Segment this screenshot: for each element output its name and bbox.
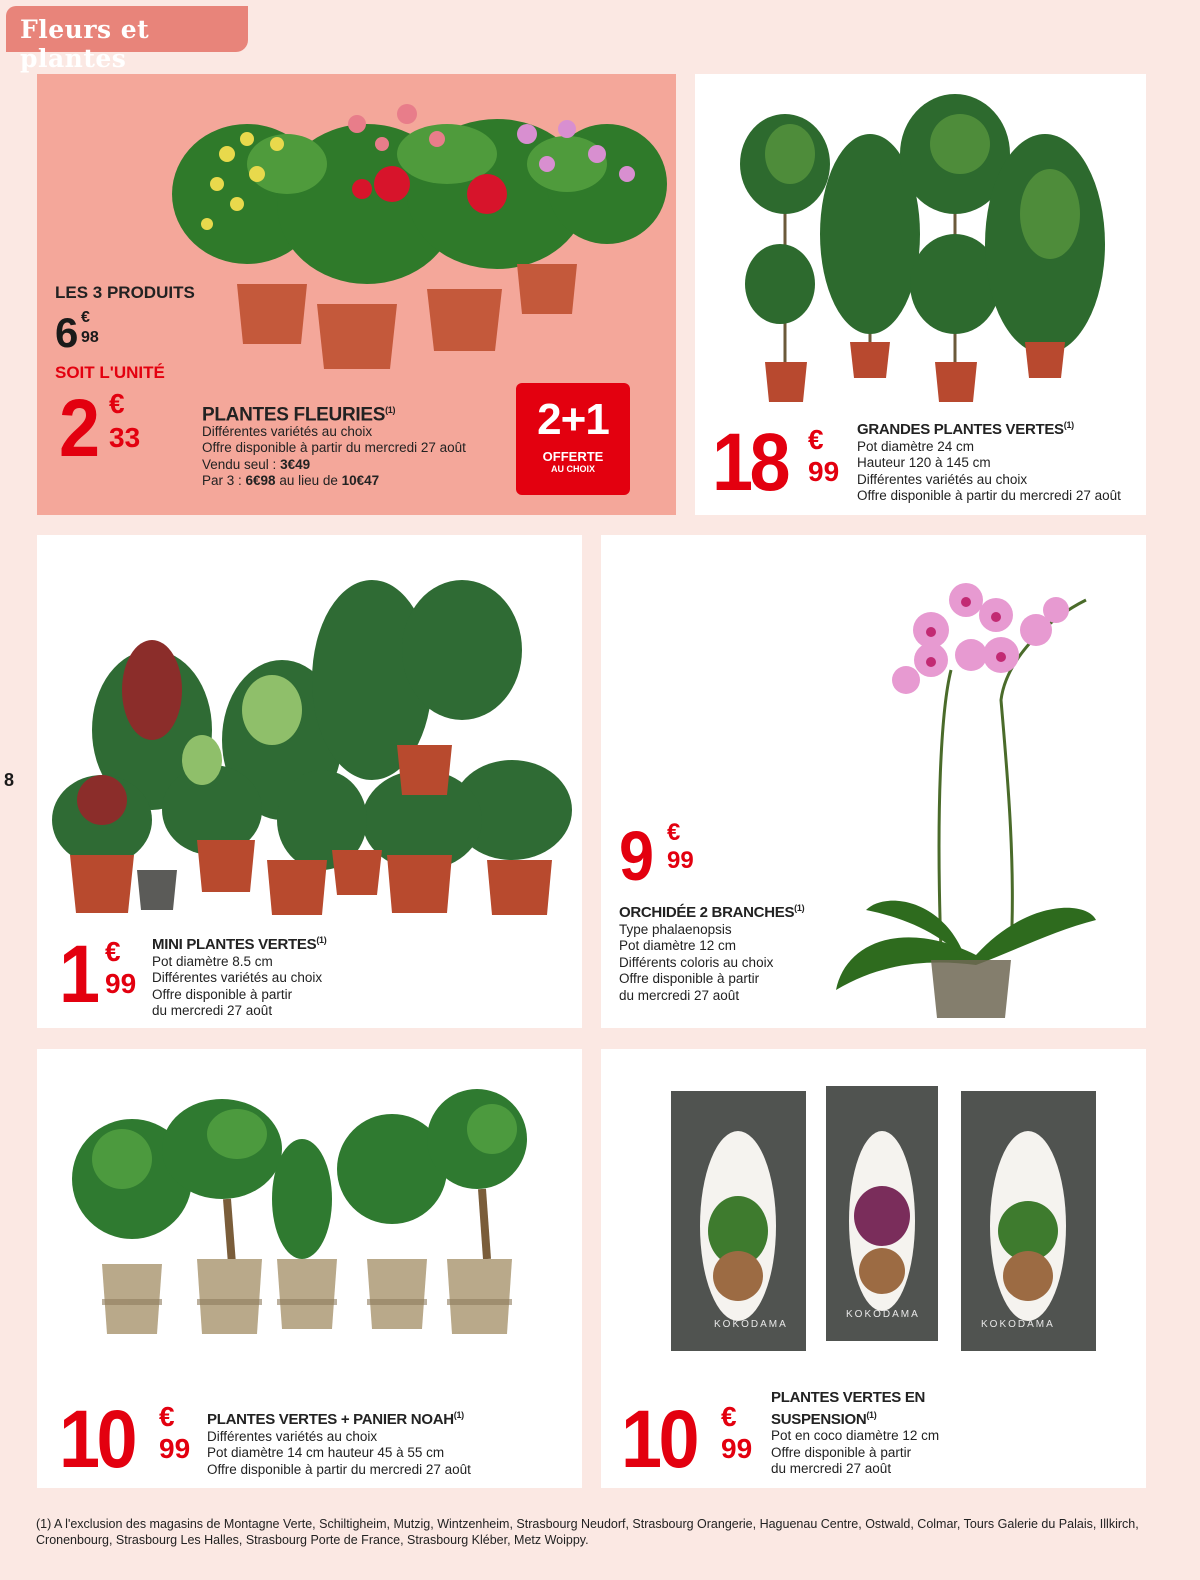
suspension-details [771,1390,939,1478]
title-text: PLANTES VERTES + PANIER NOAH [207,1411,454,1428]
orchidee-price [619,817,694,895]
card-mini-plantes[interactable] [37,535,582,1028]
unit-price-dec: 33 [109,422,141,453]
title-text: PLANTES FLEURIES [202,404,386,426]
price-cur: € [105,936,121,967]
lot-price-dec: 98 [81,329,99,346]
detail-line: Différents coloris au choix [619,954,774,970]
price-dec: 99 [667,847,694,874]
lot-price-cur: € [81,309,90,326]
footnote-ref: (1) [316,935,327,945]
detail-line: du mercredi 27 août [619,987,740,1003]
suspension-price [621,1394,753,1485]
detail-line: Offre disponible à partir [152,986,293,1002]
detail-line: Pot diamètre 12 cm [619,938,737,953]
footnote-ref: (1) [794,903,805,913]
section-title: Fleurs et plantes [6,6,248,52]
detail-label: au lieu de [275,473,342,489]
detail-value: 3€49 [280,456,311,472]
price-int: 10 [621,1394,696,1485]
price-int: 9 [619,817,651,895]
fleuries-details [202,402,466,490]
price-dec: 99 [721,1433,753,1464]
unit-price [59,383,141,474]
badge-small: OFFERTE [542,449,604,464]
price-int: 1 [59,929,97,1020]
price-int: 18 [712,417,787,508]
price-dec: 99 [105,968,137,999]
unit-price-int: 2 [59,383,97,474]
orchidee-details [619,900,804,1004]
detail-line: Différentes variétés au choix [857,471,1028,487]
unit-price-cur: € [109,388,125,419]
lot-label: LES 3 PRODUITS [55,283,195,302]
detail-line: Offre disponible à partir [619,971,760,986]
lot-price [55,309,99,356]
product-title [857,417,1121,439]
detail-line: Pot en coco diamètre 12 cm [771,1428,940,1443]
title-text: MINI PLANTES VERTES [152,936,317,953]
detail-line: du mercredi 27 août [771,1461,892,1476]
product-title [202,402,466,424]
footnote-ref: (1) [453,1410,464,1420]
grandes-details [857,417,1121,505]
detail-label: Par 3 : [202,473,246,489]
title-text: ORCHIDÉE 2 BRANCHES [619,904,795,921]
box-brand-label: KOKODAMA [714,1319,788,1330]
box-brand-label: KOKODAMA [981,1319,1055,1330]
lot-price-int: 6 [55,309,77,356]
price-cur: € [667,819,681,846]
noah-details [207,1407,471,1478]
footnote-ref: (1) [1063,420,1074,430]
footnote-ref: (1) [385,405,396,415]
price-cur: € [721,1401,737,1432]
mini-price [59,929,137,1020]
detail-line: Offre disponible à partir du mercredi 27 août [202,440,466,456]
price-dec: 99 [159,1433,191,1464]
tall-plants-image [720,84,1120,404]
page-number: 8 [4,770,15,790]
mini-details [152,932,326,1020]
card-grandes-plantes[interactable] [695,74,1146,515]
card-panier-noah[interactable] [37,1049,582,1488]
grandes-price [712,417,840,508]
box-brand-label: KOKODAMA [846,1309,920,1320]
price-cur: € [159,1401,175,1432]
detail-line: Offre disponible à partir du mercredi 27 août [857,488,1121,503]
detail-line: Différentes variétés au choix [152,970,323,985]
detail-line: Type phalaenopsis [619,921,732,937]
badge-big: 2+1 [537,395,609,444]
detail-label: Vendu seul : [202,456,281,472]
detail-line: Pot diamètre 8.5 cm [152,953,273,969]
product-title [207,1407,471,1429]
detail-line: Différentes variétés au choix [207,1428,378,1444]
detail-line: Offre disponible à partir [771,1444,912,1460]
title-text: SUSPENSION [771,1410,867,1428]
product-title [619,900,804,922]
orchid-image [826,560,1106,1020]
footnote-text: (1) A l'exclusion des magasins de Montagne Verte, Schiltigheim, Mutzig, Wintzenheim, Strasbourg Neudorf, Strasbourg Orangerie, Haguenau Centre, Ostwald, Colmar, Tours Galerie du Palais, Illkirch, Cronenbourg, Strasbourg Les Halles, Strasbourg Porte de France, Strasbourg Kléber, Metz Woippy. [36,1517,1139,1547]
detail-line: Pot diamètre 24 cm [857,438,975,454]
detail-line: Offre disponible à partir du mercredi 27 août [207,1461,471,1477]
product-title-line1: PLANTES VERTES EN [771,1389,926,1406]
detail-line: Différentes variétés au choix [202,423,373,439]
noah-basket-plants-image [62,1089,562,1339]
price-int: 10 [59,1394,134,1485]
card-suspension[interactable] [601,1049,1146,1488]
price-dec: 99 [808,456,840,487]
noah-price [59,1394,191,1485]
detail-value: 10€47 [341,473,380,489]
product-title-line2 [771,1407,939,1429]
footnote-ref: (1) [866,1409,877,1420]
mini-plants-image [42,560,582,920]
detail-line: du mercredi 27 août [152,1003,273,1018]
detail-line [202,457,466,474]
title-text: GRANDES PLANTES VERTES [857,421,1064,438]
detail-line: Hauteur 120 à 145 cm [857,455,991,470]
detail-line [202,473,466,490]
unit-label: SOIT L'UNITÉ [55,363,165,382]
price-cur: € [808,424,824,455]
offer-badge [516,383,630,495]
card-orchidee[interactable] [601,535,1146,1028]
badge-tiny: AU CHOIX [550,464,595,474]
detail-line: Pot diamètre 14 cm hauteur 45 à 55 cm [207,1445,445,1460]
flowering-plants-image [167,84,667,384]
detail-value: 6€98 [245,473,276,489]
product-title [152,932,326,954]
